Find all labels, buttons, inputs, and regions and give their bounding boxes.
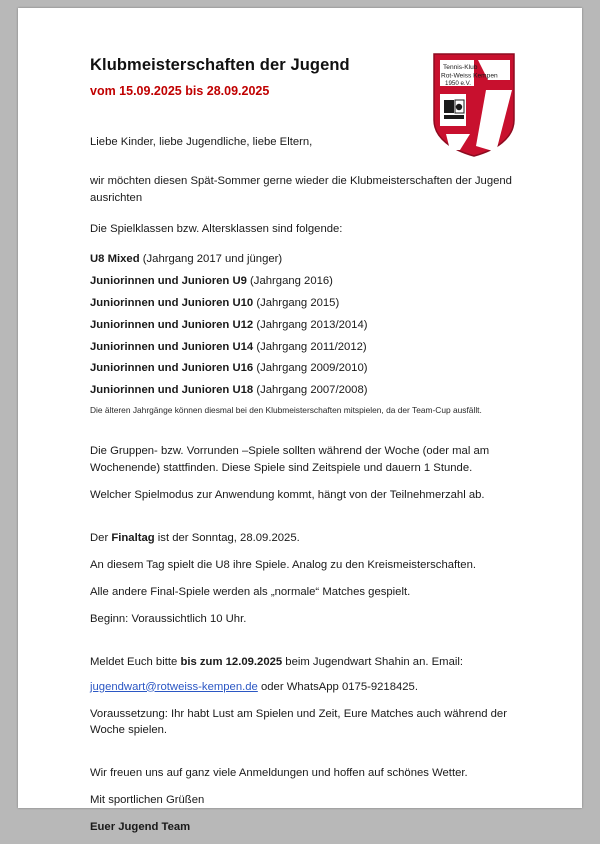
- class-name: Juniorinnen und Junioren U16: [90, 362, 254, 375]
- greeting-text: Liebe Kinder, liebe Jugendliche, liebe Eltern,: [90, 136, 313, 148]
- class-detail: (Jahrgang 2016): [250, 274, 333, 287]
- email-link[interactable]: jugendwart@rotweiss-kempen.de: [90, 680, 258, 693]
- class-item: [90, 355, 538, 377]
- page-subtitle: vom 15.09.2025 bis 28.09.2025: [90, 84, 270, 98]
- class-name: Juniorinnen und Junioren U12: [90, 318, 254, 331]
- class-detail: (Jahrgang 2009/2010): [256, 362, 368, 375]
- class-name: Juniorinnen und Junioren U9: [90, 274, 247, 287]
- svg-text:1950 e.V.: 1950 e.V.: [445, 80, 471, 87]
- document-header: [62, 56, 538, 98]
- svg-text:Rot-Weiss Kempen: Rot-Weiss Kempen: [441, 72, 498, 80]
- signature-bold: Euer Jugend Team: [90, 821, 191, 834]
- document-page: [18, 8, 582, 834]
- signup-deadline: bis zum 12.09.2025: [180, 655, 283, 668]
- class-detail: (Jahrgang 2011/2012): [256, 340, 367, 353]
- finalday-prefix: Der: [90, 531, 112, 544]
- start-time-paragraph: Beginn: Voraussichtlich 10 Uhr.: [90, 612, 247, 625]
- classes-footnote: Die älteren Jahrgänge können diesmal bei den Klubmeisterschaften mitspielen, da der Team-Cup ausfällt.: [90, 405, 482, 416]
- document-body: [62, 108, 538, 836]
- signature-text: [90, 819, 538, 836]
- class-detail: (Jahrgang 2007/2008): [256, 384, 368, 397]
- class-name: U8 Mixed: [90, 252, 140, 265]
- closing-paragraph-2: Mit sportlichen Grüßen: [90, 794, 205, 807]
- mode-paragraph: Welcher Spielmodus zur Anwendung kommt, hängt von der Teilnehmerzahl ab.: [90, 488, 485, 501]
- class-item: [90, 246, 538, 268]
- class-name: Juniorinnen und Junioren U10: [90, 296, 254, 309]
- intro-text: wir möchten diesen Spät-Sommer gerne wieder die Klubmeisterschaften der Jugend ausrichten: [90, 174, 512, 204]
- class-item: [90, 377, 538, 399]
- class-detail: (Jahrgang 2013/2014): [256, 318, 368, 331]
- class-name: Juniorinnen und Junioren U14: [90, 340, 254, 353]
- class-item: [90, 334, 538, 356]
- requirement-paragraph: Voraussetzung: Ihr habt Lust am Spielen und Zeit, Eure Matches auch während der Woche spielen.: [90, 707, 507, 737]
- class-item: [90, 290, 538, 312]
- class-detail: (Jahrgang 2017 und jünger): [142, 252, 283, 265]
- finalday-suffix: ist der Sonntag, 28.09.2025.: [154, 531, 300, 544]
- class-item: [90, 268, 538, 290]
- finalday-paragraph: [90, 530, 538, 547]
- tennis-club-crest-logo: [426, 50, 522, 156]
- finalday-u8-paragraph: An diesem Tag spielt die U8 ihre Spiele. Analog zu den Kreismeisterschaften.: [90, 558, 476, 571]
- signup-prefix: Meldet Euch bitte: [90, 655, 181, 668]
- class-name: Juniorinnen und Junioren U18: [90, 384, 254, 397]
- classes-heading: Die Spielklassen bzw. Altersklassen sind folgende:: [90, 222, 343, 235]
- class-detail: (Jahrgang 2015): [256, 296, 340, 309]
- groups-paragraph: Die Gruppen- bzw. Vorrunden –Spiele sollten während der Woche (oder mal am Wochenende) stattfinden. Diese Spiele sind Zeitspiele und dauern 1 Stunde.: [90, 445, 490, 475]
- contact-suffix: oder WhatsApp 0175-9218425.: [257, 680, 418, 693]
- finalday-matches-paragraph: Alle andere Final-Spiele werden als „normale“ Matches gespielt.: [90, 585, 411, 598]
- contact-paragraph: [90, 679, 538, 696]
- finalday-label: Finaltag: [111, 531, 155, 544]
- class-item: [90, 312, 538, 334]
- signup-paragraph: [90, 654, 538, 671]
- signup-suffix: beim Jugendwart Shahin an. Email:: [282, 655, 464, 668]
- page-title: Klubmeisterschaften der Jugend: [90, 56, 350, 74]
- closing-paragraph-1: Wir freuen uns auf ganz viele Anmeldungen und hoffen auf schönes Wetter.: [90, 767, 468, 780]
- svg-text:Tennis-Klub: Tennis-Klub: [443, 64, 478, 71]
